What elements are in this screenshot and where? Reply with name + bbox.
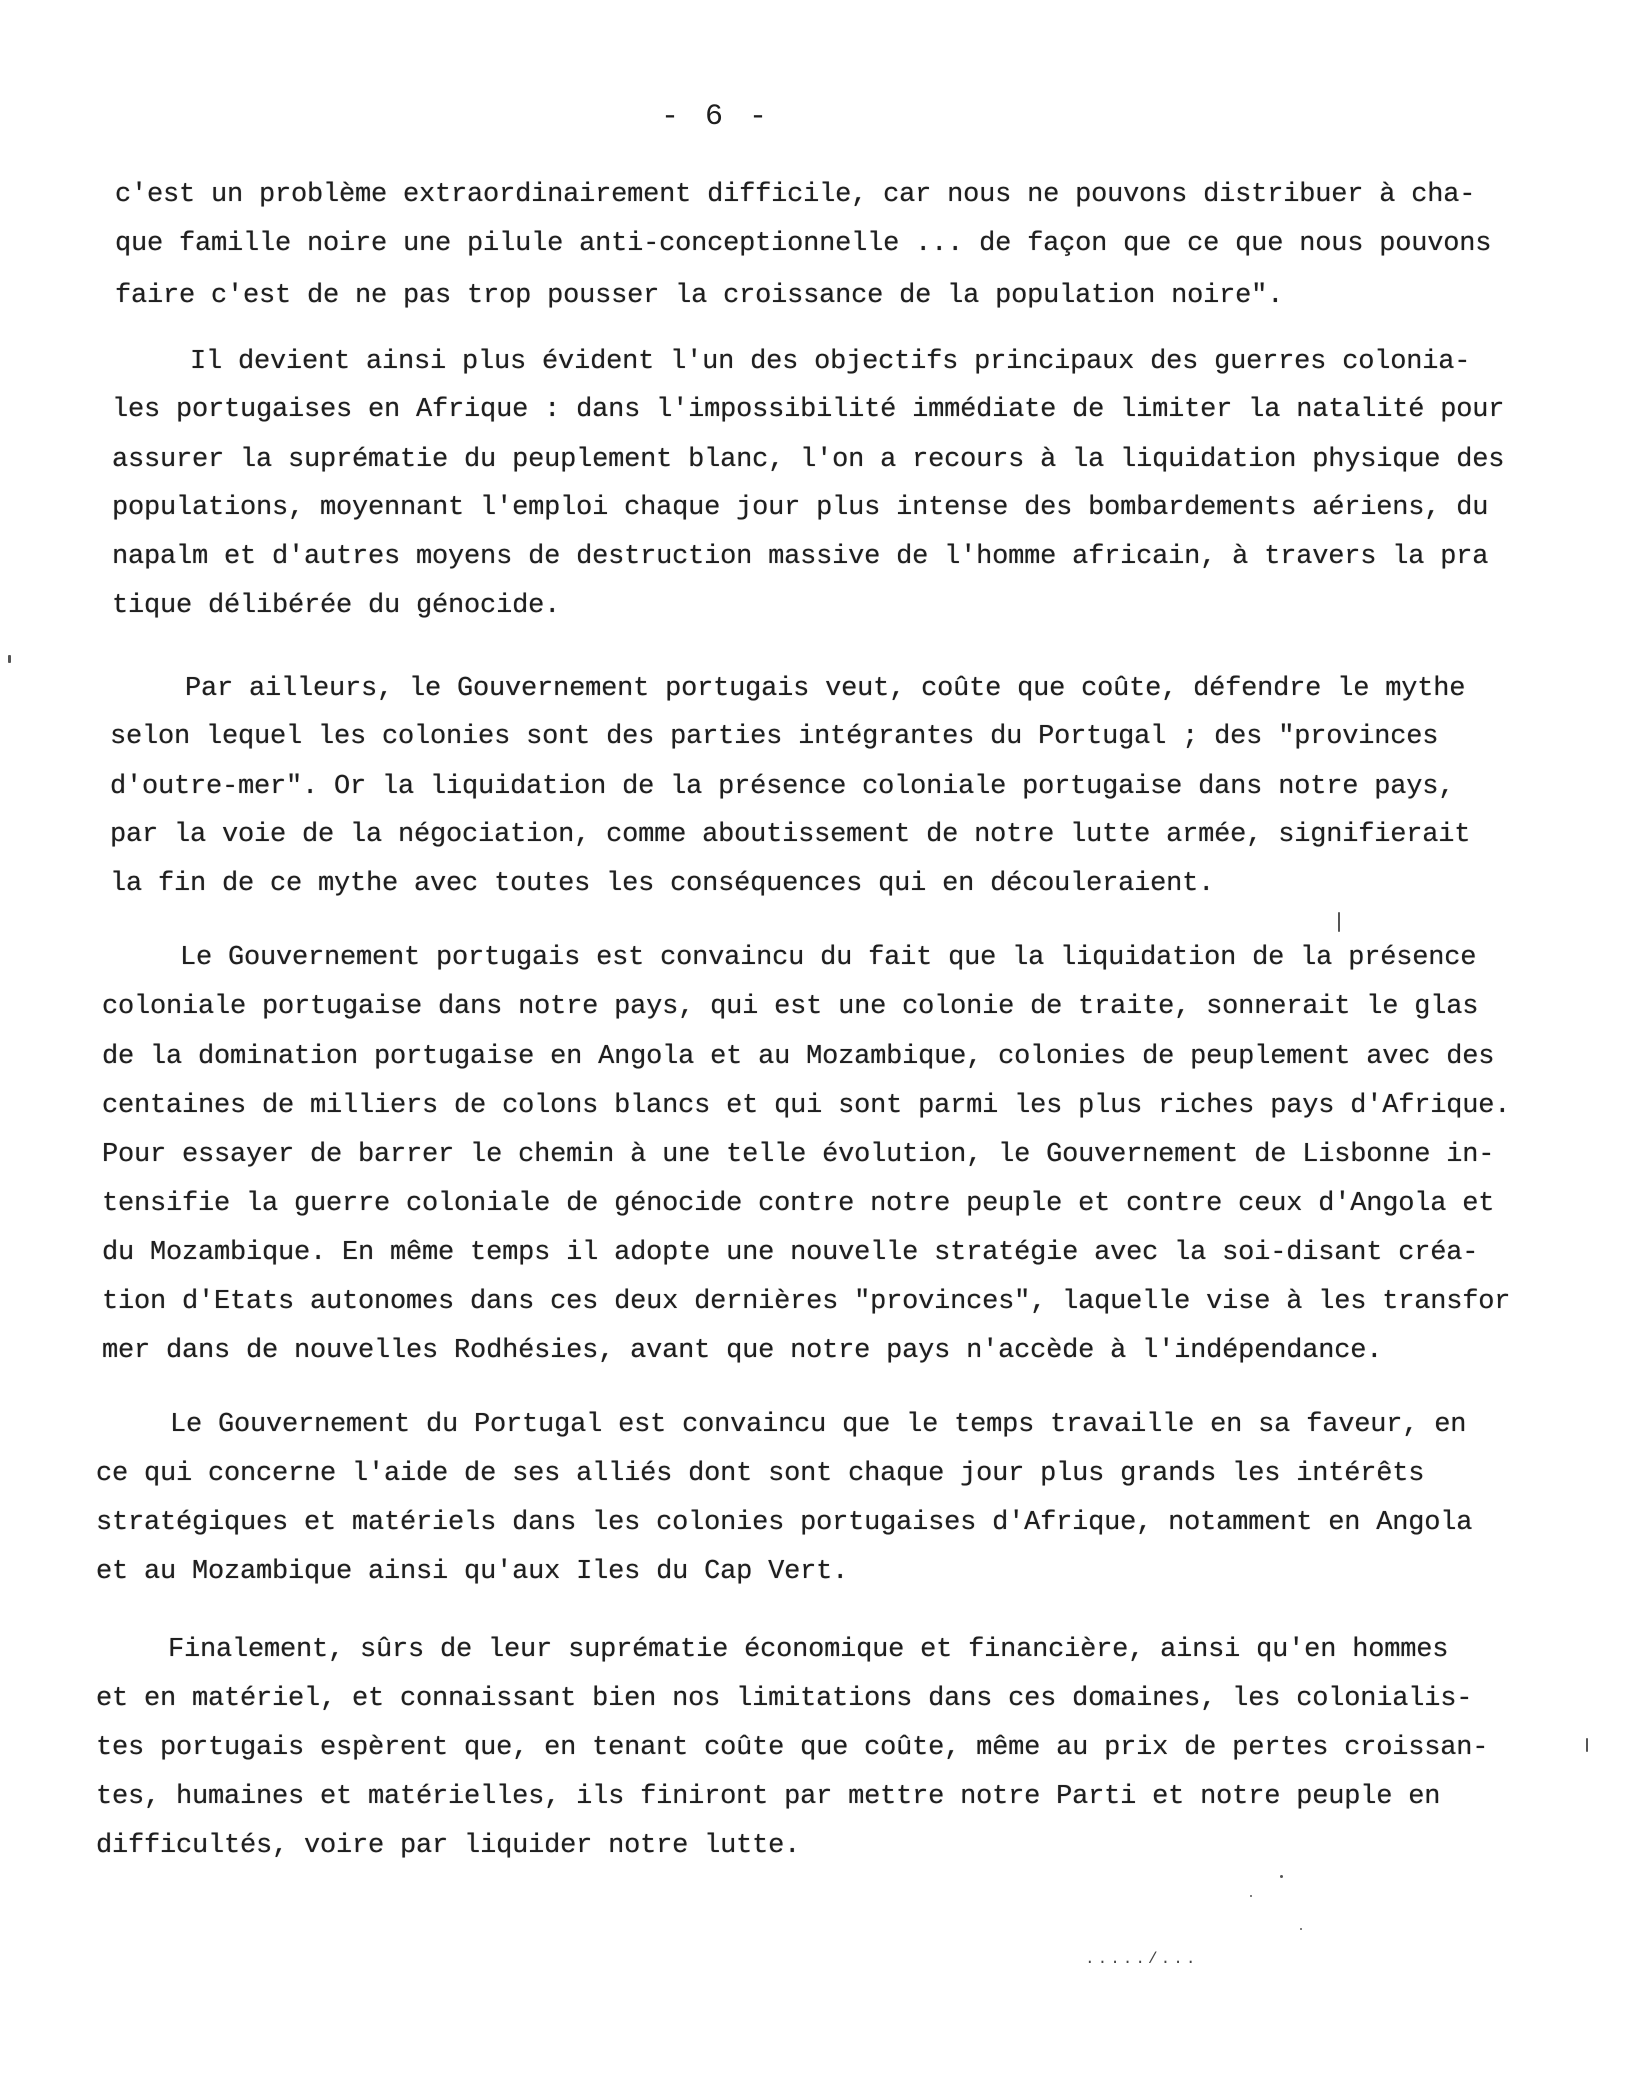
text-line: les portugaises en Afrique : dans l'impossibilité immédiate de limiter la natalité pour — [112, 395, 1505, 425]
text-line: faire c'est de ne pas trop pousser la croissance de la population noire". — [115, 281, 1284, 311]
text-line: mer dans de nouvelles Rodhésies, avant que notre pays n'accède à l'indépendance. — [102, 1336, 1383, 1366]
text-line: stratégiques et matériels dans les colonies portugaises d'Afrique, notamment en Angola — [96, 1508, 1473, 1538]
text-line: tes portugais espèrent que, en tenant coûte que coûte, même au prix de pertes croissan- — [96, 1733, 1489, 1763]
page-number: - 6 - — [660, 100, 771, 134]
continuation-mark: ...../... — [1085, 1950, 1199, 1968]
text-line: c'est un problème extraordinairement difficile, car nous ne pouvons distribuer à cha- — [115, 180, 1476, 210]
text-line: centaines de milliers de colons blancs et qui sont parmi les plus riches pays d'Afrique. — [102, 1091, 1511, 1121]
scan-speck — [1586, 1738, 1588, 1752]
text-line: la fin de ce mythe avec toutes les conséquences qui en découleraient. — [110, 869, 1215, 899]
text-line: Par ailleurs, le Gouvernement portugais veut, coûte que coûte, défendre le mythe — [185, 674, 1466, 704]
text-line: Pour essayer de barrer le chemin à une telle évolution, le Gouvernement de Lisbonne in- — [102, 1140, 1495, 1170]
text-line: que famille noire une pilule anti-conceptionnelle ... de façon que ce que nous pouvons — [115, 229, 1492, 259]
text-line: du Mozambique. En même temps il adopte une nouvelle stratégie avec la soi-disant créa- — [102, 1238, 1479, 1268]
text-line: populations, moyennant l'emploi chaque jour plus intense des bombardements aériens, du — [112, 493, 1489, 523]
text-line: Finalement, sûrs de leur suprématie économique et financière, ainsi qu'en hommes — [168, 1635, 1449, 1665]
text-line: Le Gouvernement portugais est convaincu du fait que la liquidation de la présence — [180, 943, 1477, 973]
text-line: tes, humaines et matérielles, ils finiront par mettre notre Parti et notre peuple en — [96, 1782, 1441, 1812]
scan-speck — [8, 655, 11, 663]
scan-speck — [1300, 1928, 1302, 1930]
text-line: tique délibérée du génocide. — [112, 591, 561, 621]
text-line: et en matériel, et connaissant bien nos limitations dans ces domaines, les colonialis- — [96, 1684, 1473, 1714]
text-line: par la voie de la négociation, comme aboutissement de notre lutte armée, signifierait — [110, 820, 1471, 850]
text-line: et au Mozambique ainsi qu'aux Iles du Cap Vert. — [96, 1557, 849, 1587]
text-line: tensifie la guerre coloniale de génocide contre notre peuple et contre ceux d'Angola et — [102, 1189, 1495, 1219]
text-line: selon lequel les colonies sont des parties intégrantes du Portugal ; des "provinces — [110, 722, 1439, 752]
text-line: Il devient ainsi plus évident l'un des objectifs principaux des guerres colonia- — [190, 347, 1471, 377]
scan-speck — [1280, 1875, 1283, 1878]
text-line: coloniale portugaise dans notre pays, qui est une colonie de traite, sonnerait le glas — [102, 992, 1479, 1022]
scan-speck — [1250, 1895, 1252, 1897]
text-line: d'outre-mer". Or la liquidation de la présence coloniale portugaise dans notre pays, — [110, 772, 1455, 802]
text-line: assurer la suprématie du peuplement blanc, l'on a recours à la liquidation physique des — [112, 445, 1505, 475]
text-line: Le Gouvernement du Portugal est convaincu que le temps travaille en sa faveur, en — [170, 1410, 1467, 1440]
text-line: ce qui concerne l'aide de ses alliés dont sont chaque jour plus grands les intérêts — [96, 1459, 1425, 1489]
text-line: tion d'Etats autonomes dans ces deux dernières "provinces", laquelle vise à les transfor — [102, 1287, 1511, 1317]
scan-speck — [1338, 912, 1340, 932]
text-line: napalm et d'autres moyens de destruction massive de l'homme africain, à travers la pra — [112, 542, 1489, 572]
text-line: de la domination portugaise en Angola et au Mozambique, colonies de peuplement avec des — [102, 1042, 1495, 1072]
text-line: difficultés, voire par liquider notre lutte. — [96, 1831, 801, 1861]
